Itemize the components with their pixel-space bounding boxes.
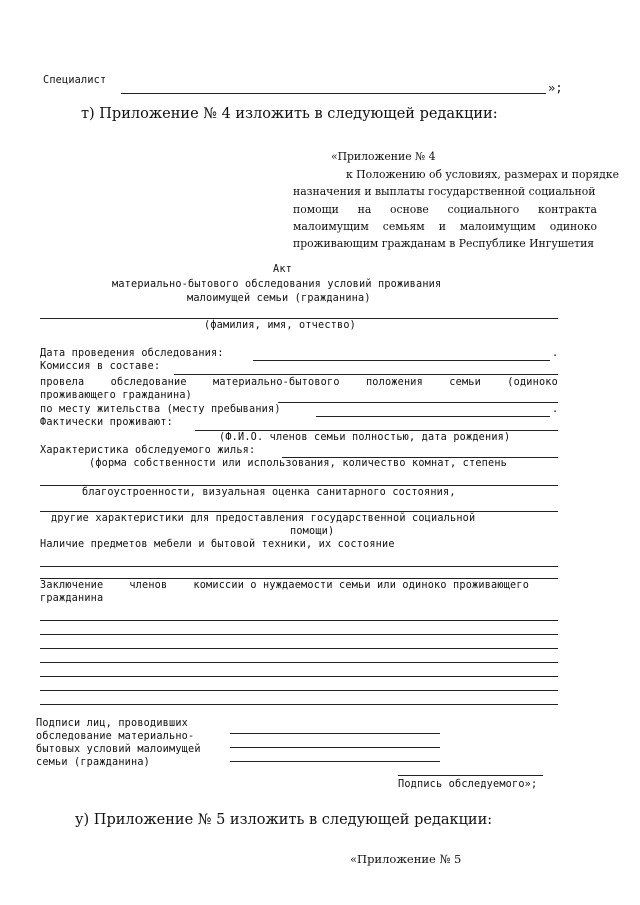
conclusion-blank-6 bbox=[40, 690, 558, 691]
word: провела bbox=[40, 377, 85, 388]
word: положения bbox=[365, 377, 423, 388]
word: (одиноко bbox=[507, 377, 558, 388]
furniture-line-1 bbox=[40, 566, 558, 567]
residence-underline bbox=[316, 416, 550, 417]
specialist-underline bbox=[121, 93, 546, 94]
fio-caption: (фамилия, имя, отчество) bbox=[204, 320, 357, 331]
specialist-label: Специалист bbox=[43, 75, 107, 86]
word: контракта bbox=[538, 203, 597, 216]
word: членов bbox=[129, 580, 168, 591]
conducted-underline bbox=[278, 402, 558, 403]
word: семьям bbox=[382, 220, 425, 233]
word: одиноко bbox=[549, 220, 597, 233]
appendix-5-heading: «Приложение № 5 bbox=[350, 852, 462, 866]
signatures-line-3: бытовых условий малоимущей bbox=[36, 744, 201, 755]
date-label: Дата проведения обследования: bbox=[40, 348, 224, 359]
conclusion-line bbox=[40, 580, 558, 591]
word: малоимущим bbox=[459, 220, 536, 233]
signatures-line-4: семьи (гражданина) bbox=[36, 757, 151, 768]
word: социального bbox=[447, 203, 520, 216]
conclusion-blank-4 bbox=[40, 662, 558, 663]
housing-blank-line-1 bbox=[40, 485, 558, 486]
housing-caption-1: (форма собственности или использования, количество комнат, степень bbox=[89, 458, 508, 469]
residence-period: . bbox=[552, 404, 559, 415]
act-subtitle-2: малоимущей семьи (гражданина) bbox=[187, 293, 371, 304]
word: помощи bbox=[293, 203, 339, 216]
act-subtitle-1: материально-бытового обследования условий проживания bbox=[112, 279, 442, 290]
word: малоимущим bbox=[293, 220, 369, 233]
housing-caption-4: помощи) bbox=[290, 526, 335, 537]
amendment-t: т) Приложение № 4 изложить в следующей редакции: bbox=[81, 106, 498, 122]
examinee-signature-line bbox=[398, 775, 543, 776]
actually-underline bbox=[195, 430, 558, 431]
conclusion-blank-7 bbox=[40, 704, 558, 705]
specialist-tail: »; bbox=[548, 81, 563, 95]
word: Заключение bbox=[40, 580, 104, 591]
word: обследование bbox=[110, 377, 187, 388]
word: основе bbox=[390, 203, 429, 216]
conclusion-blank-3 bbox=[40, 648, 558, 649]
furniture-label: Наличие предметов мебели и бытовой техники, их состояние bbox=[40, 539, 395, 550]
conclusion-line-2: гражданина bbox=[40, 593, 104, 604]
word: комиссии о нуждаемости семьи или одиноко проживающего bbox=[193, 580, 530, 591]
word: материально-бытового bbox=[212, 377, 340, 388]
conclusion-blank-1 bbox=[40, 620, 558, 621]
word: и bbox=[438, 220, 446, 233]
signature-line-2 bbox=[230, 747, 440, 748]
appendix-header-line4 bbox=[293, 203, 597, 216]
commission-underline bbox=[174, 374, 558, 375]
date-underline bbox=[253, 360, 550, 361]
housing-blank-line-2 bbox=[40, 511, 558, 512]
conclusion-blank-5 bbox=[40, 676, 558, 677]
housing-label: Характеристика обследуемого жилья: bbox=[40, 445, 256, 456]
appendix-header-line3: назначения и выплаты государственной социальной bbox=[293, 185, 596, 198]
signatures-line-2: обследование материально- bbox=[36, 731, 195, 742]
commission-label: Комиссия в составе: bbox=[40, 361, 161, 372]
word: семьи bbox=[449, 377, 481, 388]
appendix-header-line6: проживающим гражданам в Республике Ингушетия bbox=[293, 237, 595, 250]
signature-line-1 bbox=[230, 733, 440, 734]
conducted-line bbox=[40, 377, 558, 388]
act-title: Акт bbox=[273, 264, 293, 275]
word: на bbox=[357, 203, 372, 216]
appendix-header-line5 bbox=[293, 220, 597, 233]
housing-caption-3: другие характеристики для предоставления государственной социальной bbox=[51, 513, 476, 524]
appendix-header-line2: к Положению об условиях, размерах и порядке bbox=[346, 168, 619, 181]
conclusion-blank-2 bbox=[40, 634, 558, 635]
date-period: . bbox=[552, 348, 559, 359]
family-caption: (Ф.И.О. членов семьи полностью, дата рождения) bbox=[219, 432, 511, 443]
appendix-header-line1: «Приложение № 4 bbox=[331, 150, 436, 163]
furniture-line-2 bbox=[40, 578, 558, 579]
amendment-u: у) Приложение № 5 изложить в следующей редакции: bbox=[75, 812, 493, 828]
signatures-line-1: Подписи лиц, проводивших bbox=[36, 718, 189, 729]
signature-line-3 bbox=[230, 761, 440, 762]
examinee-caption: Подпись обследуемого»; bbox=[398, 779, 538, 790]
conducted-line-2: проживающего гражданина) bbox=[40, 390, 193, 401]
fio-underline bbox=[40, 318, 558, 319]
housing-caption-2: благоустроенности, визуальная оценка санитарного состояния, bbox=[82, 487, 456, 498]
residence-label: по месту жительства (месту пребывания) bbox=[40, 404, 281, 415]
actually-label: Фактически проживают: bbox=[40, 417, 174, 428]
